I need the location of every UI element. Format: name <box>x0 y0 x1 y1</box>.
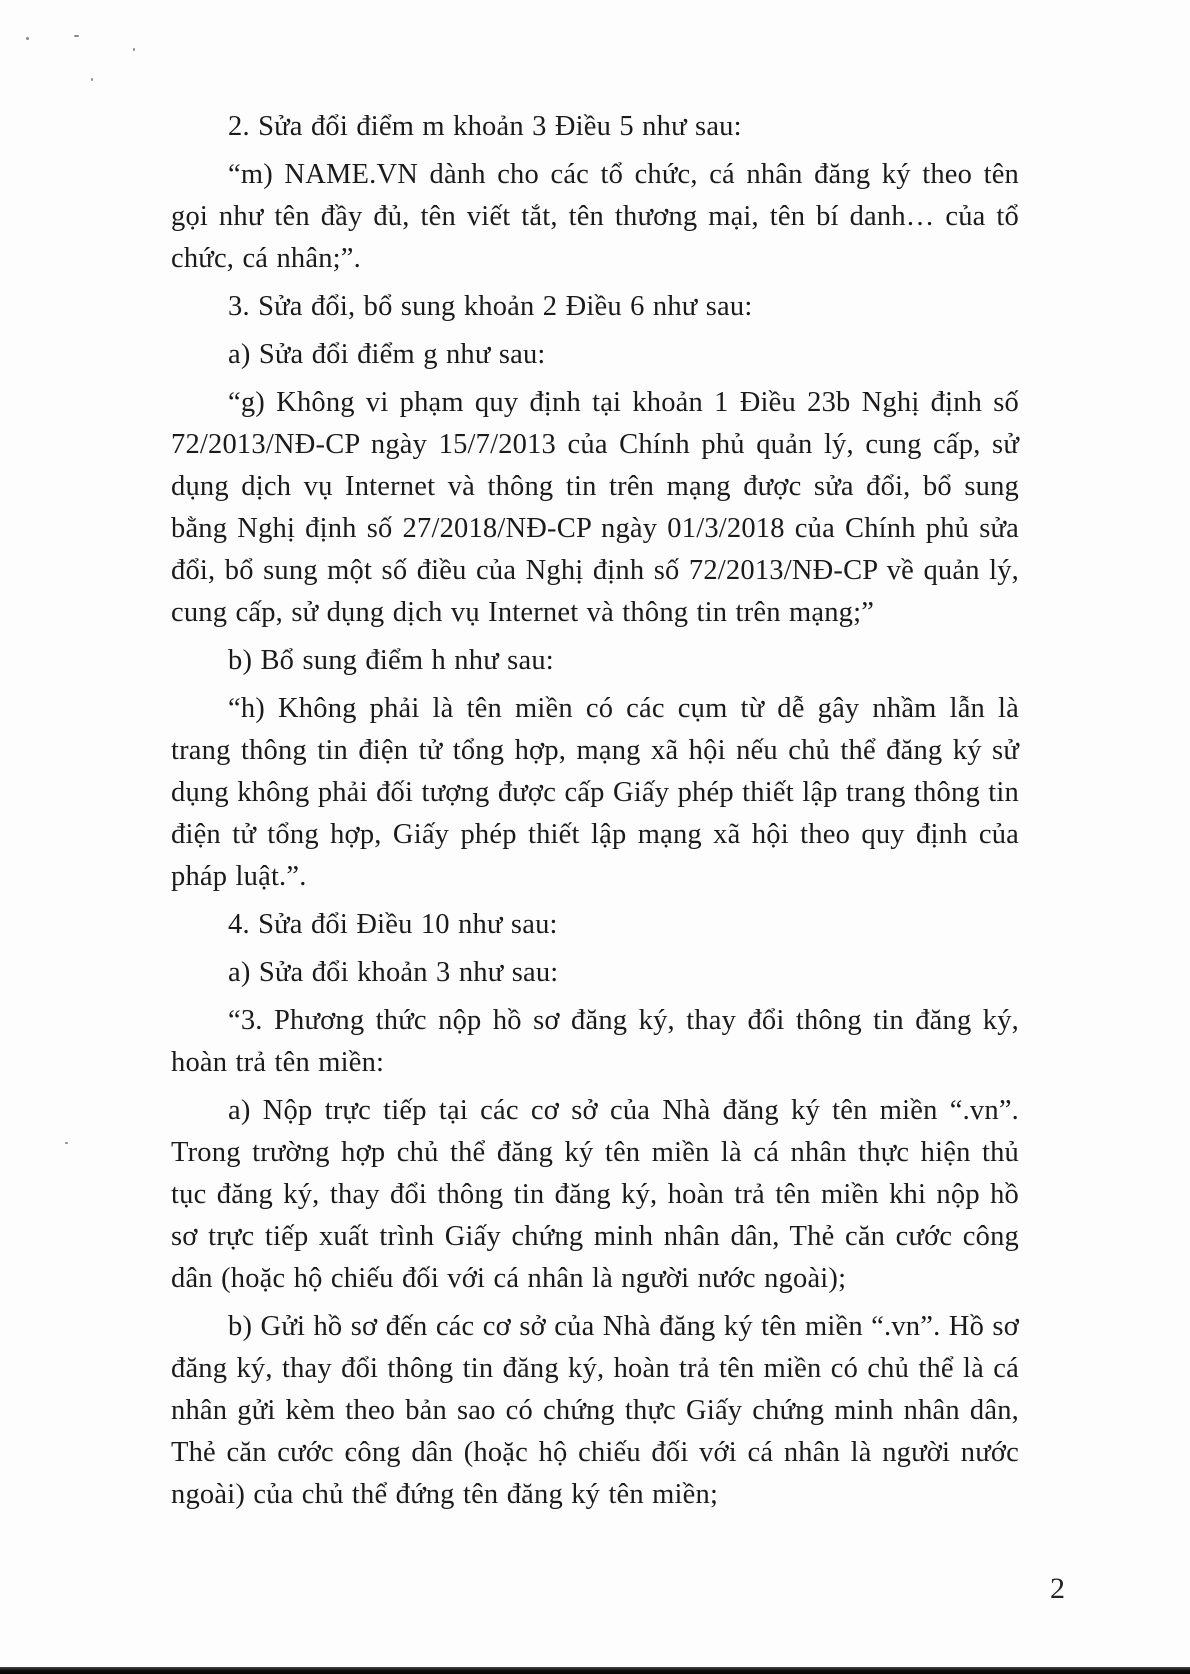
paragraph-clause-3-heading: 3. Sửa đổi, bổ sung khoản 2 Điều 6 như sau: <box>228 291 753 322</box>
scan-speckle <box>91 78 93 81</box>
paragraph-point-h-text: “h) Không phải là tên miền có các cụm từ dễ gây nhầm lẫn là trang thông tin điện tử tổng hợp, mạng xã hội nếu chủ thể đăng ký sử dụng không phải đối tượng được cấp Giấy phép thiết lập trang thông tin điện tử tổng hợp, Giấy phép thiết lập mạng xã hội theo quy định của pháp luật.”. <box>171 693 1019 892</box>
scan-speckle <box>26 37 29 40</box>
paragraph-point-m-text: “m) NAME.VN dành cho các tổ chức, cá nhân đăng ký theo tên gọi như tên đầy đủ, tên viết tắt, tên thương mại, tên bí danh… của tổ chức, cá nhân;”. <box>171 159 1019 274</box>
scan-speckle <box>74 35 79 37</box>
paragraph-point-g-text: “g) Không vi phạm quy định tại khoản 1 Điều 23b Nghị định số 72/2013/NĐ-CP ngày 15/7/2013 của Chính phủ quản lý, cung cấp, sử dụng dịch vụ Internet và thông tin trên mạng được sửa đổi, bổ sung bằng Nghị định số 27/2018/NĐ-CP ngày 01/3/2018 của Chính phủ sửa đổi, bổ sung một số điều của Nghị định số 72/2013/NĐ-CP về quản lý, cung cấp, sử dụng dịch vụ Internet và thông tin trên mạng;” <box>171 387 1019 628</box>
paragraph-point-b-heading: b) Bổ sung điểm h như sau: <box>228 645 554 676</box>
page-number: 2 <box>1050 1572 1065 1605</box>
paragraph-submit-mail: b) Gửi hồ sơ đến các cơ sở của Nhà đăng ký tên miền “.vn”. Hồ sơ đăng ký, thay đổi thông tin đăng ký, hoàn trả tên miền có chủ thể là cá nhân gửi kèm theo bản sao có chứng thực Giấy chứng minh nhân dân, Thẻ căn cước công dân (hoặc hộ chiếu đối với cá nhân là người nước ngoài) của chủ thể đứng tên đăng ký tên miền; <box>171 1311 1019 1510</box>
paragraph-khoan-3-intro: “3. Phương thức nộp hồ sơ đăng ký, thay đổi thông tin đăng ký, hoàn trả tên miền: <box>171 1005 1019 1078</box>
scan-speckle <box>133 48 135 51</box>
document-body <box>171 106 1019 1522</box>
paragraph-clause-2-heading: 2. Sửa đổi điểm m khoản 3 Điều 5 như sau: <box>228 111 742 142</box>
paragraph-submit-direct: a) Nộp trực tiếp tại các cơ sở của Nhà đăng ký tên miền “.vn”. Trong trường hợp chủ thể đăng ký tên miền là cá nhân thực hiện thủ tục đăng ký, thay đổi thông tin đăng ký, hoàn trả tên miền khi nộp hồ sơ trực tiếp xuất trình Giấy chứng minh nhân dân, Thẻ căn cước công dân (hoặc hộ chiếu đối với cá nhân là người nước ngoài); <box>171 1095 1019 1294</box>
paragraph-clause-4-heading: 4. Sửa đổi Điều 10 như sau: <box>228 909 558 940</box>
scan-edge-artifact <box>0 1667 1190 1674</box>
scan-speckle <box>65 1142 68 1144</box>
paragraph-point-a2-heading: a) Sửa đổi khoản 3 như sau: <box>228 957 559 988</box>
paragraph-point-a-heading: a) Sửa đổi điểm g như sau: <box>228 339 546 370</box>
